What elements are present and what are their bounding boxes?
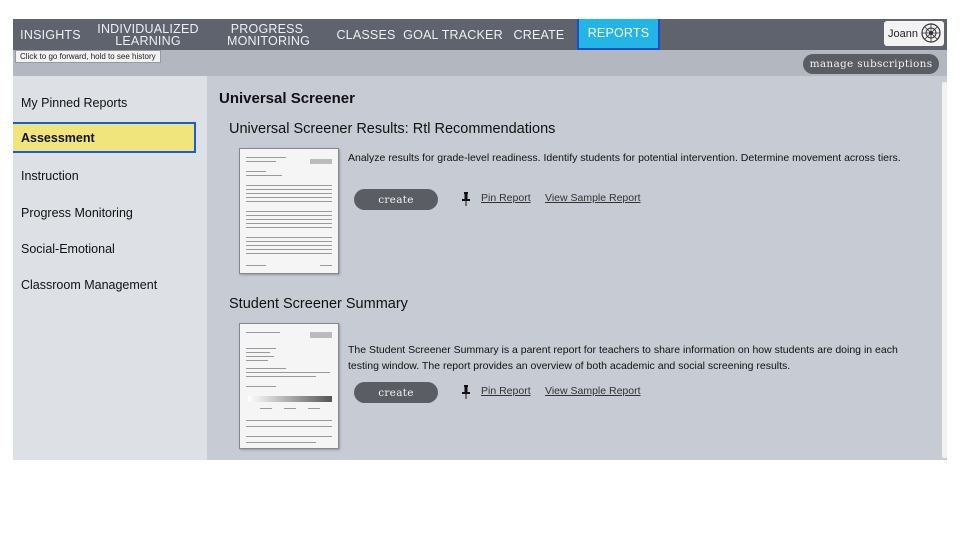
sidebar [13, 76, 207, 460]
nav-individualized-learning[interactable] [91, 19, 205, 50]
user-name: Joann [888, 27, 918, 40]
scrollbar[interactable] [942, 82, 947, 458]
manage-subscriptions-button[interactable]: manage subscriptions [803, 54, 939, 74]
report-title: Student Screener Summary [229, 296, 408, 312]
nav-progress-monitoring[interactable] [213, 19, 321, 50]
top-nav [13, 19, 947, 50]
nav-individualized-learning-label: INDIVIDUALIZED LEARNING [97, 21, 199, 48]
sidebar-item-social-emotional[interactable]: Social-Emotional [21, 242, 115, 256]
nav-create-label: CREATE [513, 27, 565, 42]
page-title: Universal Screener [219, 90, 355, 107]
report-thumbnail[interactable] [239, 148, 339, 274]
nav-progress-monitoring-label: PROGRESS MONITORING [227, 21, 311, 48]
nav-goal-tracker[interactable] [403, 19, 503, 50]
sidebar-item-assessment-label: Assessment [21, 130, 95, 145]
view-sample-report-link[interactable]: View Sample Report [545, 385, 641, 397]
report-description: The Student Screener Summary is a parent report for teachers to share information on how students are doing in each testing window. The report provides an overview of both academic and social screening results. [348, 344, 898, 372]
create-report-button[interactable]: create [354, 189, 438, 210]
report-description: Analyze results for grade-level readiness. Identify students for potential intervention. Determine movement across tiers. [348, 152, 901, 164]
user-avatar-icon [921, 23, 941, 43]
sidebar-item-progress-monitoring[interactable]: Progress Monitoring [21, 206, 133, 220]
nav-goal-tracker-label: GOAL TRACKER [403, 27, 503, 42]
pin-report-link[interactable]: Pin Report [481, 192, 531, 204]
view-sample-report-link[interactable]: View Sample Report [545, 192, 641, 204]
app-window [13, 19, 947, 460]
pin-icon[interactable] [461, 192, 471, 206]
report-title: Universal Screener Results: Rtl Recommendations [229, 121, 556, 137]
sidebar-item-instruction[interactable]: Instruction [21, 169, 79, 183]
pin-icon[interactable] [461, 385, 471, 399]
create-report-button[interactable]: create [354, 382, 438, 403]
nav-reports[interactable] [577, 19, 660, 50]
sidebar-item-assessment[interactable] [13, 122, 196, 153]
sidebar-item-my-pinned-reports[interactable]: My Pinned Reports [21, 96, 128, 110]
main-content [207, 76, 947, 460]
nav-insights[interactable] [13, 19, 88, 50]
nav-insights-label: INSIGHTS [20, 27, 81, 42]
report-thumbnail[interactable] [239, 323, 339, 449]
pin-report-link[interactable]: Pin Report [481, 385, 531, 397]
nav-create[interactable] [509, 19, 569, 50]
nav-reports-label: REPORTS [587, 25, 650, 40]
history-tooltip: Click to go forward, hold to see history [15, 50, 161, 63]
sidebar-item-classroom-management[interactable]: Classroom Management [21, 278, 158, 292]
user-menu[interactable] [884, 21, 944, 46]
nav-classes[interactable] [331, 19, 401, 50]
nav-classes-label: CLASSES [336, 27, 396, 42]
sub-bar [13, 50, 947, 76]
